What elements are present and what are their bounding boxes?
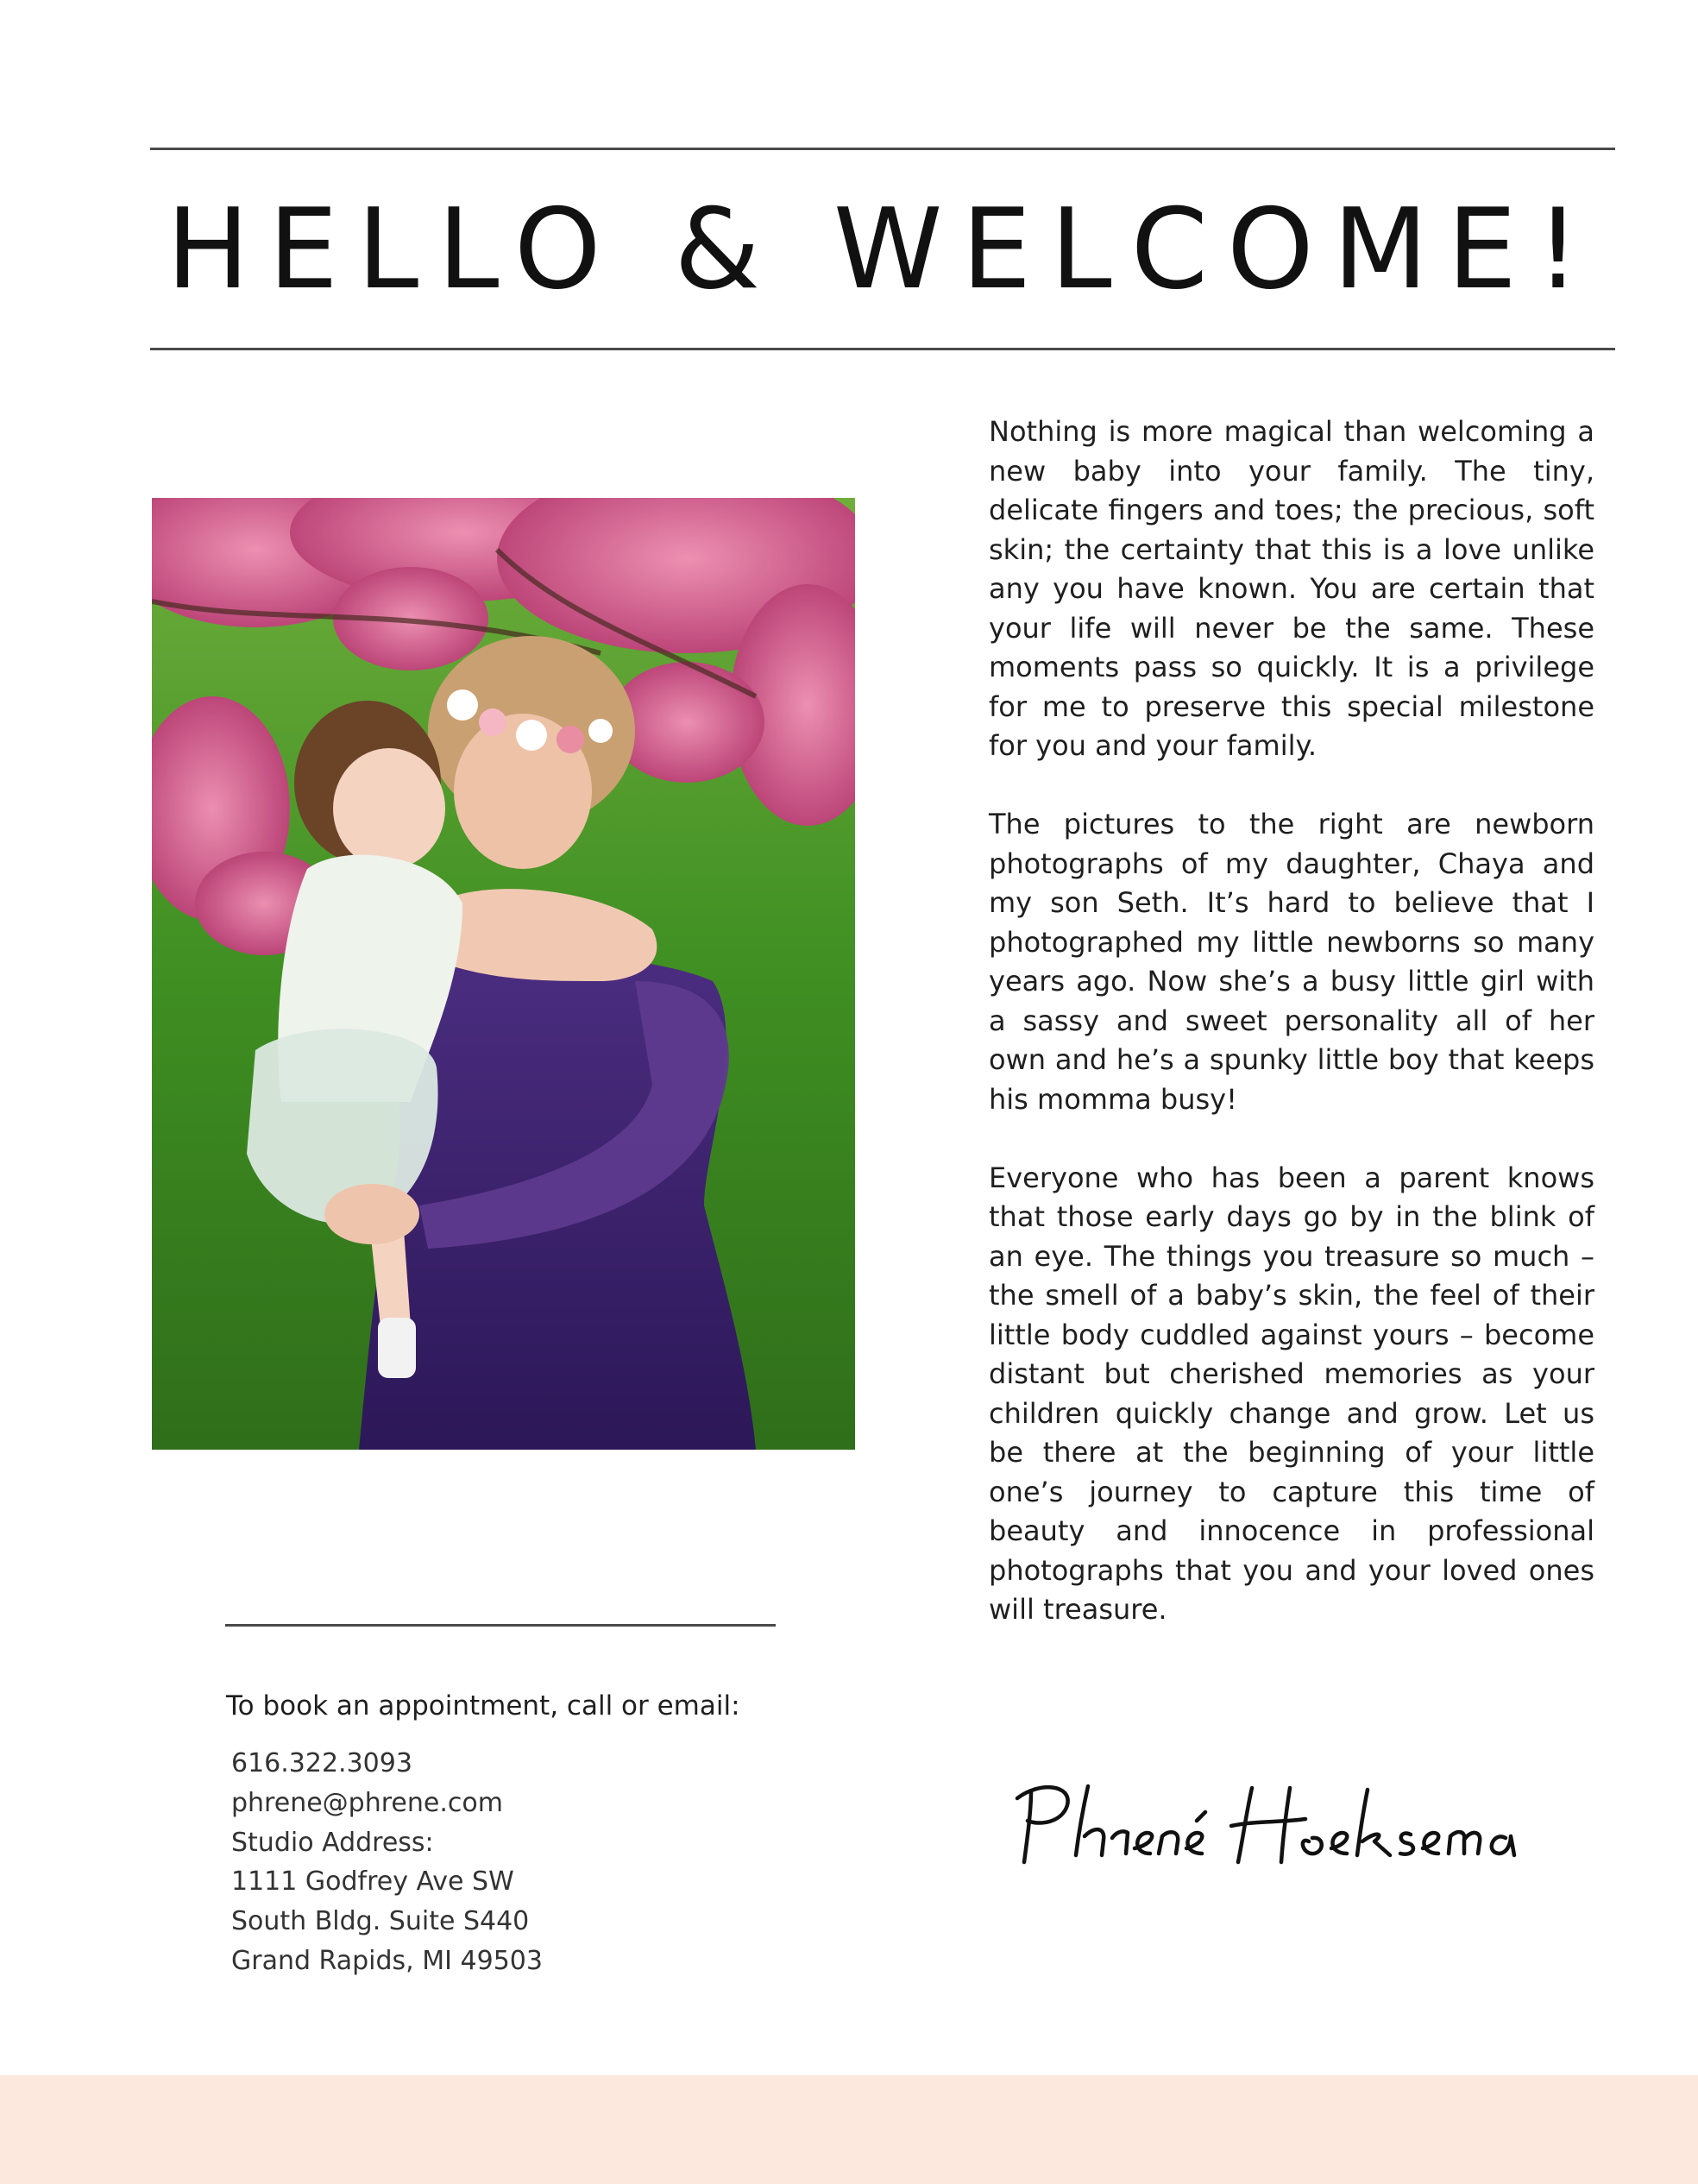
signature bbox=[1005, 1776, 1540, 1879]
title-bottom-divider bbox=[150, 348, 1615, 350]
address-line: Grand Rapids, MI 49503 bbox=[231, 1945, 543, 1976]
body-paragraph: Nothing is more magical than welcoming a new baby into your family. The tiny, delicate fingers and toes; the precious, soft skin; the certainty that this is a love unlike any you have known. You are certain that your life will never be the same. These moments pass so quickly. It is a privilege for me to preserve this special milestone for you and your family. bbox=[989, 415, 1594, 762]
address-line: South Bldg. Suite S440 bbox=[231, 1906, 530, 1937]
body-paragraph: Everyone who has been a parent knows that those early days go by in the blink of an eye. The things you treasure so much – the smell of a baby’s skin, the feel of their little body cuddled against yours – become distant but cherished memories as your children quickly change and grow. Let us be there at the beginning of your little one’s journey to capture this time of beauty and innocence in professional photographs that you and your loved ones will treasure. bbox=[989, 1161, 1594, 1626]
contact-divider bbox=[225, 1624, 776, 1627]
signature-icon bbox=[1005, 1776, 1540, 1879]
page-title: HELLO & WELCOME! bbox=[166, 186, 1600, 314]
address-line: 1111 Godfrey Ave SW bbox=[231, 1866, 514, 1898]
phone-number[interactable]: 616.322.3093 bbox=[231, 1748, 412, 1778]
family-photo-icon bbox=[152, 498, 855, 1450]
footer-band bbox=[0, 2075, 1698, 2184]
welcome-body bbox=[989, 412, 1594, 1630]
contact-heading: To book an appointment, call or email: bbox=[226, 1690, 740, 1721]
family-photo bbox=[152, 498, 855, 1450]
top-divider bbox=[150, 148, 1615, 150]
body-paragraph: The pictures to the right are newborn photographs of my daughter, Chaya and my son Seth. It’s hard to believe that I photographed my little newborns so many years ago. Now she’s a busy little girl with a sassy and sweet personality all of her own and he’s a spunky little boy that keeps his momma busy! bbox=[989, 808, 1594, 1116]
email-link[interactable]: phrene@phrene.com bbox=[231, 1787, 503, 1818]
contact-details bbox=[231, 1744, 543, 1981]
address-label: Studio Address: bbox=[231, 1827, 434, 1858]
